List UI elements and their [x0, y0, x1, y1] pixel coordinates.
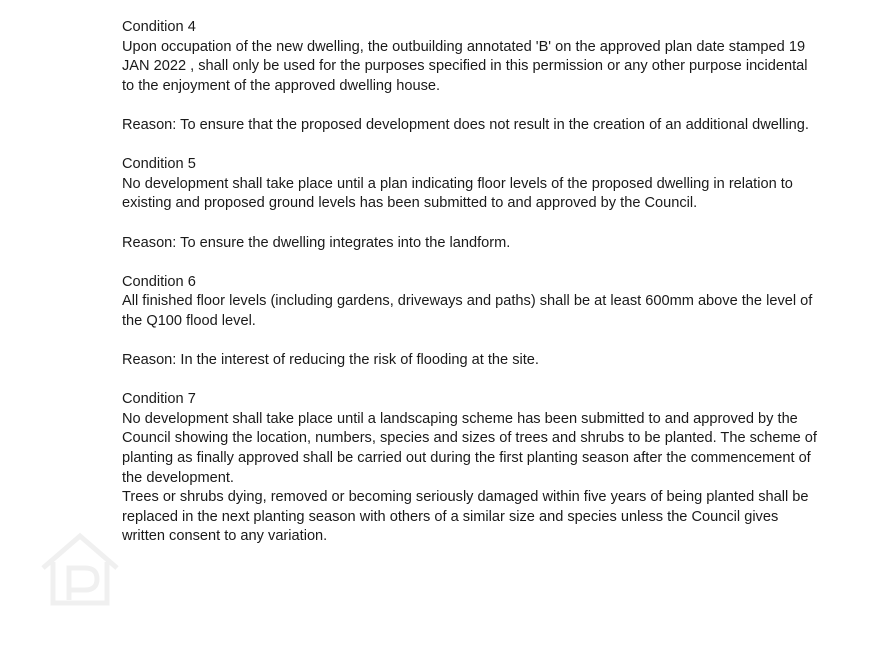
condition-text: All finished floor levels (including gardens, driveways and paths) shall be at least 600mm above the level of the Q100 flood level.	[122, 293, 813, 329]
condition-4	[122, 18, 822, 136]
condition-reason: Reason: To ensure that the proposed development does not result in the creation of an additional dwelling.	[122, 116, 809, 133]
condition-text: No development shall take place until a landscaping scheme has been submitted to and approved by the Council showing the location, numbers, species and sizes of trees and shrubs to be planted. The scheme of planting as finally approved shall be carried out during the first planting season after the commencement of the development.	[122, 410, 817, 486]
condition-7	[122, 390, 822, 547]
condition-6	[122, 273, 822, 371]
condition-5	[122, 155, 822, 253]
planning-conditions-document	[122, 18, 822, 547]
condition-text: Upon occupation of the new dwelling, the outbuilding annotated 'B' on the approved plan date stamped 19 JAN 2022 , shall only be used for the purposes specified in this permission or any other purpose incidental to the enjoyment of the approved dwelling house.	[122, 38, 808, 94]
condition-title: Condition 5	[122, 156, 196, 173]
condition-text-continued: Trees or shrubs dying, removed or becoming seriously damaged within five years of being planted shall be replaced in the next planting season with others of a similar size and species unless the Council gives written consent to any variation.	[122, 489, 809, 545]
condition-title: Condition 6	[122, 273, 196, 290]
condition-title: Condition 7	[122, 391, 196, 408]
condition-title: Condition 4	[122, 19, 196, 35]
condition-reason: Reason: To ensure the dwelling integrates into the landform.	[122, 234, 511, 251]
condition-reason: Reason: In the interest of reducing the risk of flooding at the site.	[122, 352, 539, 369]
condition-text: No development shall take place until a plan indicating floor levels of the proposed dwelling in relation to existing and proposed ground levels has been submitted to and approved by the Council.	[122, 175, 793, 212]
